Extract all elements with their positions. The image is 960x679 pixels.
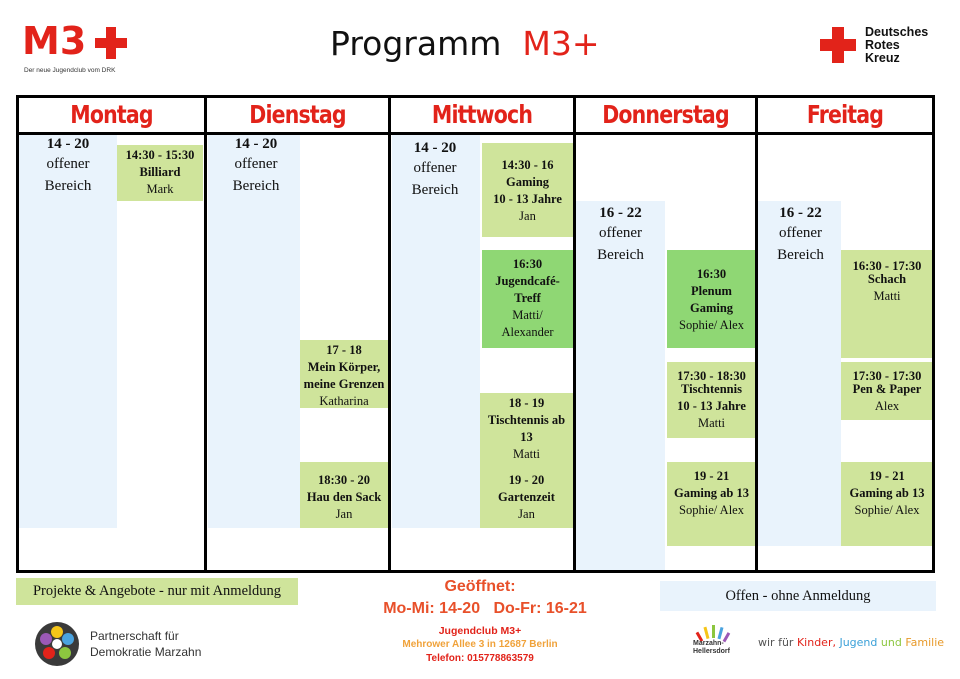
event-time: 18:30 - 20 xyxy=(317,473,371,487)
open-time: 16 - 22 xyxy=(779,205,822,221)
event-time: 17:30 - 17:30 xyxy=(852,369,922,383)
open-label: offener xyxy=(234,156,278,172)
event-person: Sophie/ Alex xyxy=(679,318,744,332)
slogan xyxy=(758,636,944,649)
event-person: Jan xyxy=(518,507,535,521)
open-label: offener xyxy=(413,160,457,176)
opening-heading: Geöffnet: xyxy=(444,578,516,595)
drk-line-3: Kreuz xyxy=(865,51,900,65)
club-phone: Telefon: 015778863579 xyxy=(426,653,534,664)
day-header-freitag: Freitag xyxy=(806,100,884,129)
event-person: Jan xyxy=(335,507,353,521)
event-time: 16:30 - 17:30 xyxy=(852,259,922,273)
event-time: 19 - 21 xyxy=(693,469,730,483)
column-divider xyxy=(388,95,391,573)
event-title: Gaming ab 13 xyxy=(849,486,925,500)
event-time: 14:30 - 16 xyxy=(501,158,554,172)
club-address: Mehrower Allee 3 in 12687 Berlin xyxy=(402,639,558,650)
event-age: 10 - 13 Jahre xyxy=(493,192,562,206)
slogan-word: und xyxy=(880,636,902,649)
drk-cross-icon xyxy=(820,27,856,63)
column-divider xyxy=(204,95,207,573)
open-label: offener xyxy=(598,225,643,241)
event-person: Katharina xyxy=(319,394,369,408)
m3-logo-text: M3 xyxy=(22,19,87,63)
event-title: Gaming xyxy=(689,301,734,315)
event-person: Matti xyxy=(873,289,901,303)
event-title: Mein Körper, xyxy=(307,360,381,374)
schedule-frame xyxy=(16,95,935,573)
slogan-word: wir für xyxy=(758,636,794,649)
mh-line: Marzahn- xyxy=(693,640,724,647)
slogan-word: Familie xyxy=(905,636,945,649)
event-person: Sophie/ Alex xyxy=(679,503,744,517)
event-title: Gartenzeit xyxy=(498,490,555,504)
column-divider xyxy=(755,95,758,573)
open-label: Bereich xyxy=(411,182,459,198)
drk-line-2: Rotes xyxy=(865,38,900,52)
open-time: 16 - 22 xyxy=(599,205,642,221)
event-age: 10 - 13 Jahre xyxy=(677,399,746,413)
event-person: Mark xyxy=(146,182,174,196)
event-time: 19 - 21 xyxy=(869,469,905,483)
title-main: Programm xyxy=(330,24,502,63)
open-label: offener xyxy=(46,156,90,172)
open-label: Bereich xyxy=(44,178,92,194)
event-title: Hau den Sack xyxy=(306,490,382,504)
event-time: 19 - 20 xyxy=(508,473,545,487)
mh-line: Hellersdorf xyxy=(693,648,730,655)
slogan-word: Jugend xyxy=(839,636,878,649)
event-title: Tischtennis xyxy=(681,382,742,396)
marzahn-hellersdorf-text xyxy=(693,640,730,656)
drk-logo-text xyxy=(865,26,928,65)
event-time: 18 - 19 xyxy=(508,396,545,410)
m3-logo-tagline: Der neue Jugendclub vom DRK xyxy=(24,67,116,74)
open-time: 14 - 20 xyxy=(234,136,278,152)
partnerschaft-logo-icon xyxy=(34,621,80,667)
event-person: Alex xyxy=(874,399,900,413)
event-title: 13 xyxy=(520,430,533,444)
column-divider xyxy=(573,95,576,573)
event-time: 16:30 xyxy=(696,267,727,281)
open-time: 14 - 20 xyxy=(46,136,90,152)
event-title: Gaming xyxy=(505,175,550,189)
partnerschaft-line: Partnerschaft für xyxy=(90,629,179,643)
m3-cross-icon xyxy=(95,27,127,59)
event-person: Sophie/ Alex xyxy=(854,503,920,517)
partnerschaft-line: Demokratie Marzahn xyxy=(90,645,202,659)
event-title: Plenum xyxy=(691,284,732,298)
event-title: meine Grenzen xyxy=(303,377,385,391)
event-title: Billiard xyxy=(139,165,181,179)
open-time: 14 - 20 xyxy=(413,140,457,156)
event-title: Gaming ab 13 xyxy=(673,486,749,500)
event-title: Pen & Paper xyxy=(852,382,922,396)
event-title: Treff xyxy=(514,291,541,305)
event-person: Alexander xyxy=(501,325,554,339)
legend-projects: Projekte & Angebote - nur mit Anmeldung xyxy=(16,578,298,605)
slogan-word: Kinder, xyxy=(796,636,836,649)
day-header-montag: Montag xyxy=(70,100,153,129)
day-header-donnerstag: Donnerstag xyxy=(602,100,729,129)
event-time: 16:30 xyxy=(512,257,543,271)
event-person: Jan xyxy=(519,209,536,223)
event-time: 17:30 - 18:30 xyxy=(677,369,746,383)
event-person: Matti/ xyxy=(512,308,543,322)
open-label: Bereich xyxy=(597,247,644,263)
event-time: 14:30 - 15:30 xyxy=(125,148,195,162)
open-label: Bereich xyxy=(777,247,824,263)
event-title: Jugendcafé- xyxy=(495,274,560,288)
opening-hours: Mo-Mi: 14-20 Do-Fr: 16-21 xyxy=(383,600,587,617)
day-header-dienstag: Dienstag xyxy=(249,100,346,129)
drk-line-1: Deutsches xyxy=(865,25,929,39)
club-name: Jugendclub M3+ xyxy=(438,625,522,637)
legend-open: Offen - ohne Anmeldung xyxy=(660,581,936,611)
day-header-mittwoch: Mittwoch xyxy=(431,100,533,129)
event-person: Matti xyxy=(512,447,541,461)
page-title xyxy=(330,24,600,63)
event-time: 17 - 18 xyxy=(326,343,362,357)
event-title: Tischtennis ab xyxy=(487,413,566,427)
event-person: Matti xyxy=(697,416,726,430)
title-accent: M3+ xyxy=(522,24,600,63)
open-label: Bereich xyxy=(232,178,280,194)
partnerschaft-text xyxy=(90,628,201,660)
event-title: Schach xyxy=(867,272,907,286)
open-label: offener xyxy=(778,225,823,241)
